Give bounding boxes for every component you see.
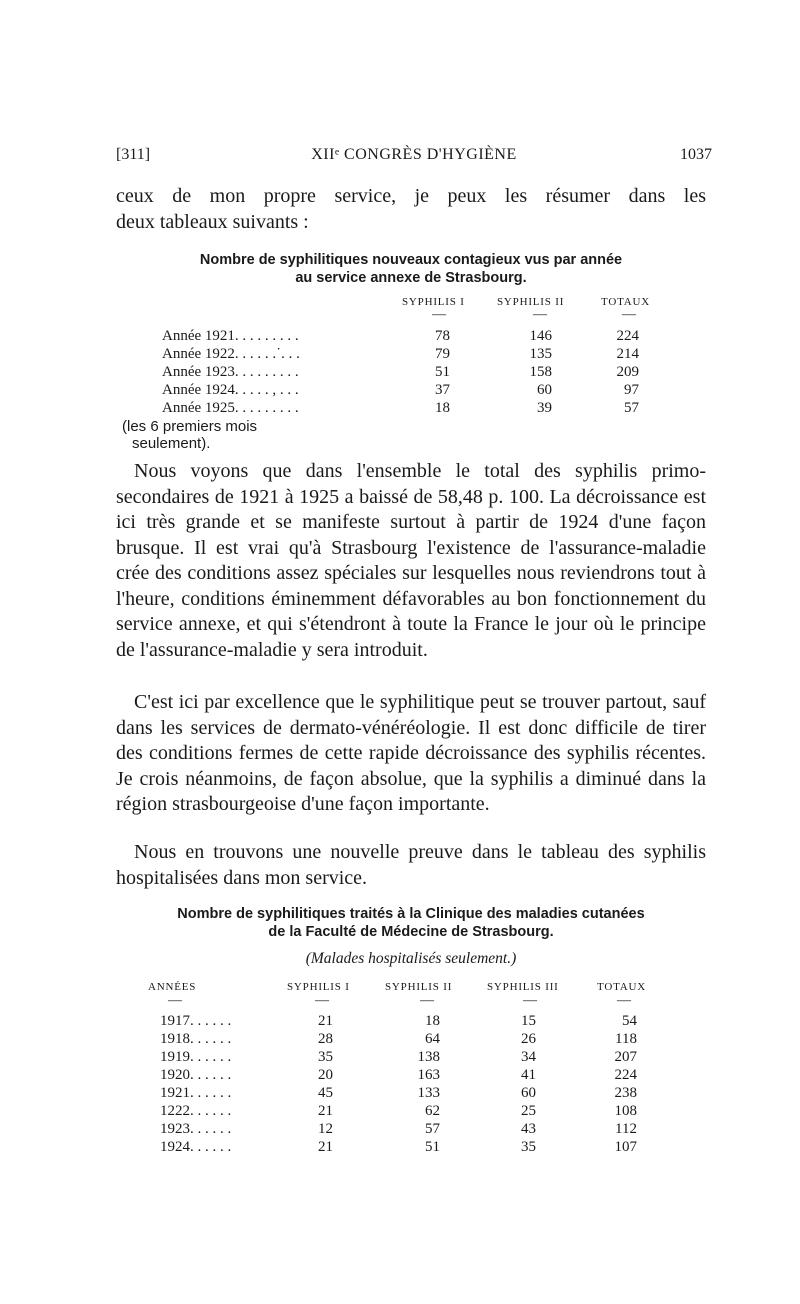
table1-dash-1: — — [432, 307, 446, 322]
page-bracket-number: [311] — [116, 146, 151, 163]
table2-cell: 238 — [614, 1085, 637, 1101]
table2-cell: 60 — [521, 1085, 536, 1101]
table1-col-syphilis-1: SYPHILIS I — [402, 296, 465, 308]
intro-line-2: deux tableaux suivants : — [116, 210, 309, 233]
table2-row — [0, 1121, 800, 1139]
table1-cell: 135 — [529, 346, 552, 362]
table1-note-line-2: seulement). — [132, 435, 211, 452]
table1-col-totaux: TOTAUX — [601, 296, 650, 308]
table2-col-annees: ANNÉES — [148, 981, 197, 993]
table1-caption-line-2: au service annexe de Strasbourg. — [295, 270, 527, 286]
table2-row — [0, 1085, 800, 1103]
table1-cell: 158 — [529, 364, 552, 380]
table1-cell: 78 — [435, 328, 450, 344]
table2-cell: 34 — [521, 1049, 536, 1065]
table2-cell: 45 — [318, 1085, 333, 1101]
table2-cell: 112 — [615, 1121, 637, 1137]
table1-cell: 97 — [624, 382, 639, 398]
table2-cell: 108 — [614, 1103, 637, 1119]
table1-row-label: Année 1922. . . . . .˙. . . — [162, 346, 300, 362]
table2-cell: 163 — [417, 1067, 440, 1083]
table2-cell: 35 — [521, 1139, 536, 1155]
table2-cell: 64 — [425, 1031, 440, 1047]
table2-row-label: 1921. . . . . . — [160, 1085, 232, 1101]
table1-cell: 79 — [435, 346, 450, 362]
running-title: XIIᵉ CONGRÈS D'HYGIÈNE — [311, 146, 517, 163]
table2-row-label: 1222. . . . . . — [160, 1103, 232, 1119]
table2-cell: 107 — [614, 1139, 637, 1155]
table2-cell: 15 — [521, 1013, 536, 1029]
table2-col-totaux: TOTAUX — [597, 981, 646, 993]
table2-row-label: 1924. . . . . . — [160, 1139, 232, 1155]
table2-cell: 12 — [318, 1121, 333, 1137]
table1-note-line-1: (les 6 premiers mois — [122, 418, 258, 435]
table1-cell: 214 — [616, 346, 639, 362]
table2-dash-5: — — [617, 993, 631, 1008]
table1-row-label: Année 1921. . . . . . . . . — [162, 328, 299, 344]
table2-cell: 28 — [318, 1031, 333, 1047]
paragraph-totals: Nous voyons que dans l'ensemble le total des syphilis primo-secondaires de 1921 à 1925 a baissé de 58,48 p. 100. La décroissance est ici très grande et se manifeste surtout à partir de 1924 d'une façon brusque. Il est vrai qu'à Strasbourg l'existence de l'assurance-maladie crée des conditions assez spéciales sur lesquelles nous reviendrons tout à l'heure, conditions éminemment défavorables au bon fonctionnement du service annexe, et qui s'étendront à toute la France le jour où le principe de l'assurance-maladie y sera introduit. — [116, 460, 706, 661]
table2-cell: 41 — [521, 1067, 536, 1083]
table2-cell: 21 — [318, 1139, 333, 1155]
table2-cell: 224 — [614, 1067, 637, 1083]
table2-cell: 18 — [425, 1013, 440, 1029]
table1-dash-2: — — [533, 307, 547, 322]
table2-row-label: 1923. . . . . . — [160, 1121, 232, 1137]
table2-cell: 43 — [521, 1121, 536, 1137]
table1-dash-3: — — [622, 307, 636, 322]
table1-cell: 18 — [435, 400, 450, 416]
table1-col-syphilis-2: SYPHILIS II — [497, 296, 565, 308]
table1-row — [0, 400, 800, 418]
table2-col-syphilis-2: SYPHILIS II — [385, 981, 453, 993]
table2-dash-3: — — [420, 993, 434, 1008]
table2-cell: 35 — [318, 1049, 333, 1065]
table2-caption-line-2: de la Faculté de Médecine de Strasbourg. — [268, 924, 554, 940]
table1-cell: 39 — [537, 400, 552, 416]
table2-cell: 54 — [622, 1013, 637, 1029]
table2-cell: 57 — [425, 1121, 440, 1137]
table1-row-label: Année 1925. . . . . . . . . — [162, 400, 299, 416]
page-number: 1037 — [680, 146, 712, 163]
table2-cell: 20 — [318, 1067, 333, 1083]
table2-row — [0, 1013, 800, 1031]
table1-caption-line-1: Nombre de syphilitiques nouveaux contagieux vus par année — [199, 252, 623, 268]
table2-col-syphilis-1: SYPHILIS I — [287, 981, 350, 993]
table2-cell: 118 — [615, 1031, 637, 1047]
table2-dash-1: — — [168, 993, 182, 1008]
table2-row — [0, 1049, 800, 1067]
table2-cell: 26 — [521, 1031, 536, 1047]
table1-row — [0, 364, 800, 382]
table1-row — [0, 346, 800, 364]
table2-cell: 25 — [521, 1103, 536, 1119]
intro-paragraph — [116, 184, 706, 235]
table2-row — [0, 1139, 800, 1157]
table2-cell: 62 — [425, 1103, 440, 1119]
running-header — [116, 146, 712, 166]
table2-cell: 21 — [318, 1013, 333, 1029]
paragraph-syphilitique: C'est ici par excellence que le syphilitique peut se trouver partout, sauf dans les services de dermato-vénéréologie. Il est donc difficile de tirer des conditions fermes de cette rapide décroissance des syphilis récentes. Je crois néanmoins, de façon absolue, que la syphilis a diminué dans la région strasbourgeoise d'une façon importante. — [116, 691, 706, 815]
intro-line-1: ceux de mon propre service, je peux les résumer dans les — [116, 185, 706, 207]
table1-row-label: Année 1924. . . . . , . . . — [162, 382, 299, 398]
table2-dash-2: — — [315, 993, 329, 1008]
table1-note — [122, 418, 257, 452]
table2-row-label: 1917. . . . . . — [160, 1013, 232, 1029]
table1-cell: 209 — [616, 364, 639, 380]
table1-caption — [116, 251, 706, 287]
paragraph-preuve: Nous en trouvons une nouvelle preuve dans le tableau des syphilis hospitalisées dans mon service. — [116, 841, 706, 889]
table2-row-label: 1920. . . . . . — [160, 1067, 232, 1083]
table1-cell: 51 — [435, 364, 450, 380]
table2-cell: 51 — [425, 1139, 440, 1155]
table2-subtitle: (Malades hospitalisés seulement.) — [305, 950, 517, 967]
table1-cell: 57 — [624, 400, 639, 416]
table1-cell: 60 — [537, 382, 552, 398]
table2-col-syphilis-3: SYPHILIS III — [487, 981, 559, 993]
table2-cell: 138 — [417, 1049, 440, 1065]
table1-cell: 224 — [616, 328, 639, 344]
table2-cell: 207 — [614, 1049, 637, 1065]
table2-caption — [116, 905, 706, 941]
table1-row — [0, 328, 800, 346]
table1-row-label: Année 1923. . . . . . . . . — [162, 364, 299, 380]
table2-caption-line-1: Nombre de syphilitiques traités à la Clinique des maladies cutanées — [177, 906, 645, 922]
table2-cell: 21 — [318, 1103, 333, 1119]
table1-cell: 37 — [435, 382, 450, 398]
table1-cell: 146 — [529, 328, 552, 344]
table2-row-label: 1919. . . . . . — [160, 1049, 232, 1065]
table2-row — [0, 1103, 800, 1121]
table1-row — [0, 382, 800, 400]
table2-row — [0, 1067, 800, 1085]
table2-row-label: 1918. . . . . . — [160, 1031, 232, 1047]
table2-dash-4: — — [523, 993, 537, 1008]
table2-row — [0, 1031, 800, 1049]
table2-cell: 133 — [417, 1085, 440, 1101]
